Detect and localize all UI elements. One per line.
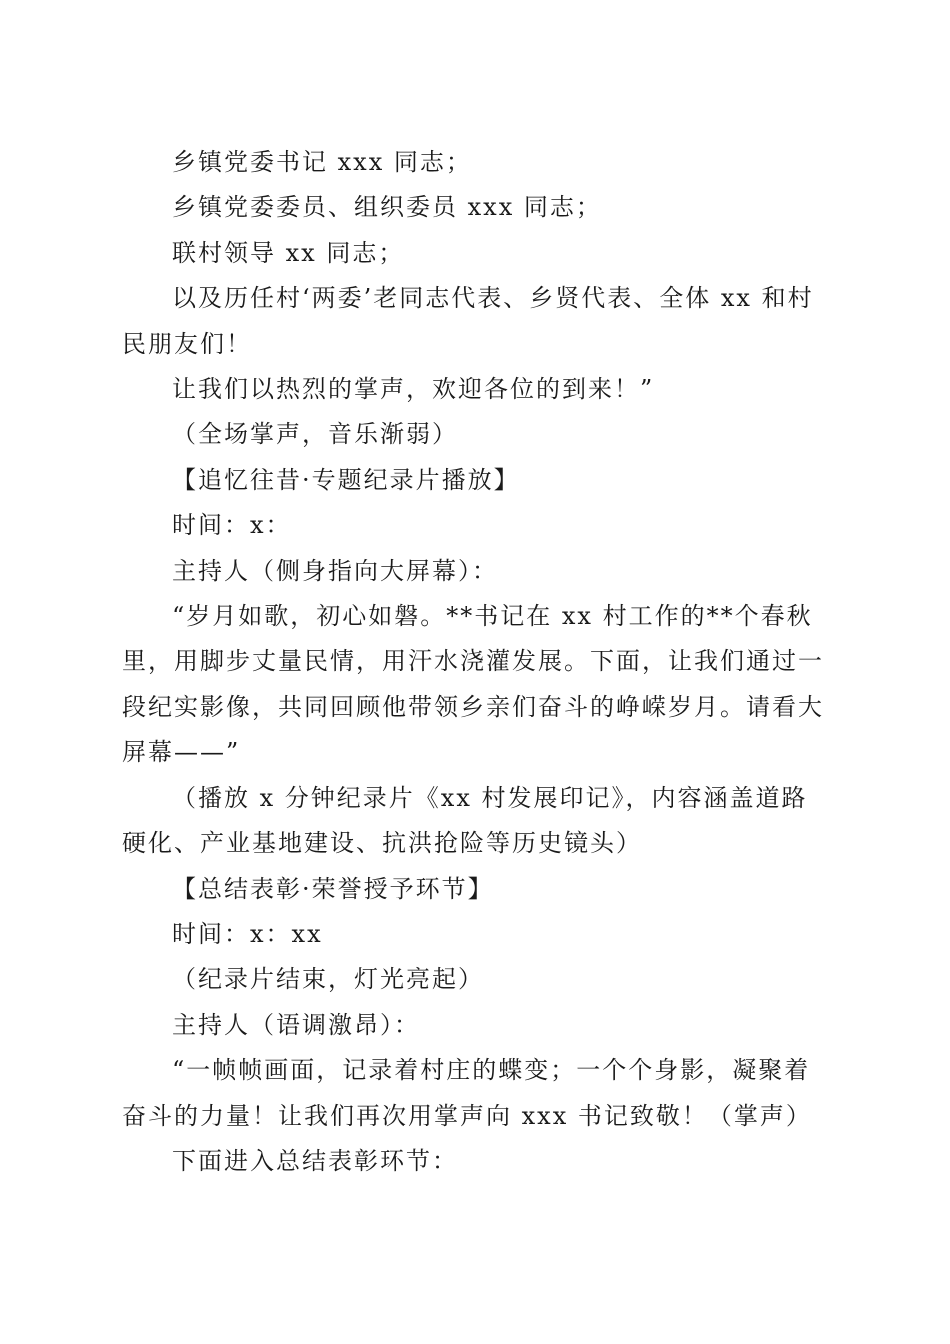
paragraph-greeting-all-guests: 以及历任村‘两委’老同志代表、乡贤代表、全体 xx 和村民朋友们！ xyxy=(122,284,814,358)
paragraph-host-speech-documentary: “岁月如歌，初心如磐。**书记在 xx 村工作的**个春秋里，用脚步丈量民情，用汗水浇灌发展。下面，让我们通过一段纪实影像，共同回顾他带领乡亲们奋斗的峥嵘岁月。请看大屏幕——” xyxy=(122,602,824,767)
paragraph-host-speech-tribute: “一帧帧画面，记录着村庄的蝶变；一个个身影，凝聚着奋斗的力量！让我们再次用掌声向 xxx 书记致敬！（掌声） xyxy=(122,1056,812,1130)
paragraph-stage-direction-lights: （纪录片结束，灯光亮起） xyxy=(172,965,484,994)
paragraph-host-cue-screen: 主持人（侧身指向大屏幕）： xyxy=(172,556,498,585)
paragraph-enter-commendation: 下面进入总结表彰环节： xyxy=(172,1146,458,1175)
paragraph-stage-direction-applause: （全场掌声，音乐渐弱） xyxy=(172,420,458,449)
paragraph-welcome-applause: 让我们以热烈的掌声，欢迎各位的到来！” xyxy=(172,375,655,404)
document-body xyxy=(122,140,830,1184)
section-heading-documentary: 【追忆往昔·专题纪录片播放】 xyxy=(172,465,520,494)
paragraph-greeting-organization-member: 乡镇党委委员、组织委员 xxx 同志； xyxy=(172,193,602,222)
paragraph-stage-direction-documentary: （播放 x 分钟纪录片《xx 村发展印记》，内容涵盖道路硬化、产业基地建设、抗洪抢险等历史镜头） xyxy=(122,783,808,858)
paragraph-host-cue-excited: 主持人（语调激昂）： xyxy=(172,1010,420,1039)
paragraph-time-commendation: 时间：x：xx xyxy=(172,919,323,948)
paragraph-time-documentary: 时间：x： xyxy=(172,511,292,540)
paragraph-greeting-party-secretary: 乡镇党委书记 xxx 同志； xyxy=(172,148,472,176)
paragraph-greeting-village-leader: 联村领导 xx 同志； xyxy=(172,238,405,267)
section-heading-commendation: 【总结表彰·荣誉授予环节】 xyxy=(172,874,494,903)
